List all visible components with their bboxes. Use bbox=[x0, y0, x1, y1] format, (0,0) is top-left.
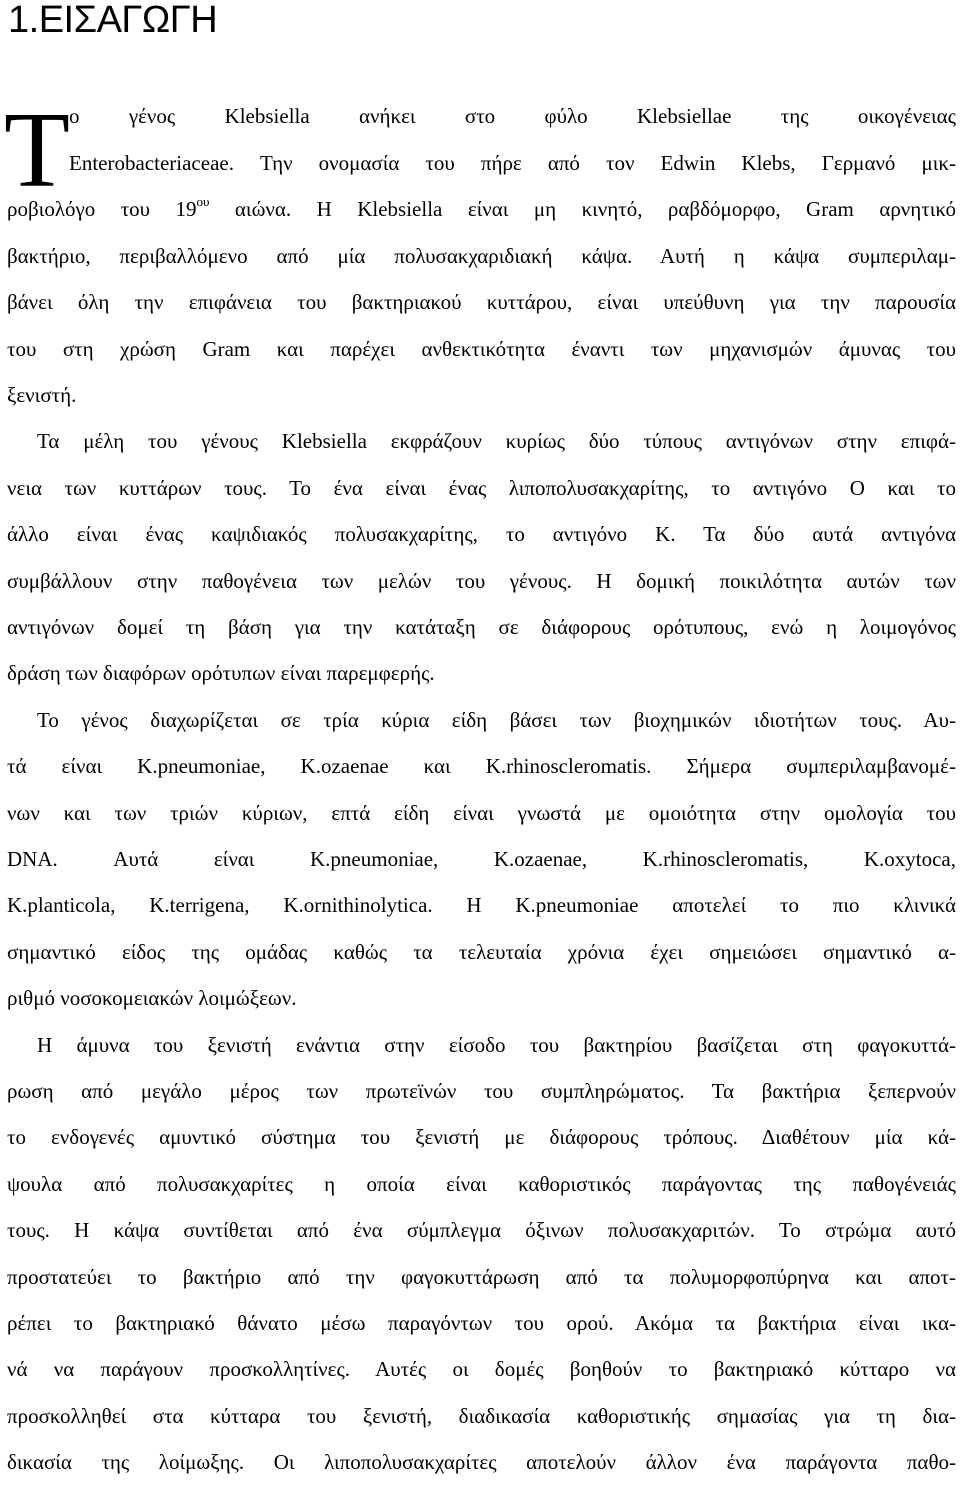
text-line: το ενδογενές αμυντικό σύστημα του ξενιστή με διάφορους τρόπους. Διαθέτουν μία κά- bbox=[7, 1125, 956, 1149]
text-line: τους. Η κάψα συντίθεται από ένα σύμπλεγμα όξινων πολυσακχαριτών. Το στρώμα αυτό bbox=[7, 1218, 956, 1242]
text-line: ρέπει το βακτηριακό θάνατο μέσω παραγόντων του ορού. Ακόμα τα βακτήρια είναι ικα- bbox=[7, 1311, 956, 1335]
text-line: Τα μέλη του γένους Klebsiella εκφράζουν κυρίως δύο τύπους αντιγόνων στην επιφά- bbox=[37, 429, 956, 453]
text-line: DNA. Αυτά είναι K.pneumoniae, K.ozaenae, K.rhinoscleromatis, K.oxytoca, bbox=[7, 847, 956, 871]
drop-cap: Τ bbox=[4, 91, 70, 210]
text-line: άλλο είναι ένας καψιδιακός πολυσακχαρίτης, το αντιγόνο Κ. Τα δύο αυτά αντιγόνα bbox=[7, 522, 956, 546]
text-line: νά να παράγουν προσκολλητίνες. Αυτές οι δομές βοηθούν το βακτηριακό κύτταρο να bbox=[7, 1357, 956, 1381]
text-line: προσκολληθεί στα κύτταρα του ξενιστή, διαδικασία καθοριστικής σημασίας για τη δια- bbox=[7, 1404, 956, 1428]
text-line: ο γένος Klebsiella ανήκει στο φύλο Klebsiellae της οικογένειας bbox=[69, 104, 956, 128]
text-line: προστατεύει το βακτήριο από την φαγοκυττάρωση από τα πολυμορφοπύρηνα και αποτ- bbox=[7, 1265, 956, 1289]
text-line: βάνει όλη την επιφάνεια του βακτηριακού κυττάρου, είναι υπεύθυνη για την παρουσία bbox=[7, 290, 956, 314]
line-text: ροβιολόγο του 19 bbox=[7, 197, 197, 221]
text-line: σημαντικό είδος της ομάδας καθώς τα τελευταία χρόνια έχει σημειώσει σημαντικό α- bbox=[7, 940, 956, 964]
text-line: ψουλα από πολυσακχαρίτες η οποία είναι καθοριστικός παράγοντας της παθογένειάς bbox=[7, 1172, 956, 1196]
text-line: K.planticola, K.terrigena, K.ornithinolytica. Η K.pneumoniae αποτελεί το πιο κλινικά bbox=[7, 893, 956, 917]
text-line: Το γένος διαχωρίζεται σε τρία κύρια είδη βάσει των βιοχημικών ιδιοτήτων τους. Αυ- bbox=[37, 708, 956, 732]
text-line: βακτήριο, περιβαλλόμενο από μία πολυσακχαριδιακή κάψα. Αυτή η κάψα συμπεριλαμ- bbox=[7, 244, 956, 268]
text-line: ριθμό νοσοκομειακών λοιμώξεων. bbox=[7, 986, 297, 1010]
text-line: νων και των τριών κύριων, επτά είδη είναι γνωστά με ομοιότητα στην ομολογία του bbox=[7, 801, 956, 825]
text-line: δικασία της λοίμωξης. Οι λιποπολυσακχαρίτες αποτελούν άλλον ένα παράγοντα παθο- bbox=[7, 1450, 956, 1474]
text-line: Enterobacteriaceae. Την ονομασία του πήρε από τον Edwin Klebs, Γερμανό μικ- bbox=[69, 151, 956, 175]
text-line: Η άμυνα του ξενιστή ενάντια στην είσοδο του βακτηρίου βασίζεται στη φαγοκυττά- bbox=[37, 1033, 956, 1057]
text-line: συμβάλλουν στην παθογένεια των μελών του γένους. Η δομική ποικιλότητα αυτών των bbox=[7, 569, 956, 593]
superscript: ου bbox=[196, 194, 210, 209]
text-line: ρωση από μεγάλο μέρος των πρωτεϊνών του συμπληρώματος. Τα βακτήρια ξεπερνούν bbox=[7, 1079, 956, 1103]
text-line: δράση των διαφόρων ορότυπων είναι παρεμφερής. bbox=[7, 661, 435, 685]
text-line: νεια των κυττάρων τους. Το ένα είναι ένας λιποπολυσακχαρίτης, το αντιγόνο Ο και το bbox=[7, 476, 956, 500]
text-line: του στη χρώση Gram και παρέχει ανθεκτικότητα έναντι των μηχανισμών άμυνας του bbox=[7, 337, 956, 361]
text-line: τά είναι K.pneumoniae, K.ozaenae και K.rhinoscleromatis. Σήμερα συμπεριλαμβανομέ- bbox=[7, 754, 956, 778]
text-line bbox=[7, 196, 956, 222]
text-line: ξενιστή. bbox=[7, 383, 77, 407]
section-heading: 1.ΕΙΣΑΓΩΓΗ bbox=[8, 0, 218, 41]
line-text: αιώνα. Η Klebsiella είναι μη κινητό, ραβδόμορφο, Gram αρνητικό bbox=[209, 197, 956, 221]
text-line: αντιγόνων δομεί τη βάση για την κατάταξη σε διάφορους ορότυπους, ενώ η λοιμογόνος bbox=[7, 615, 956, 639]
